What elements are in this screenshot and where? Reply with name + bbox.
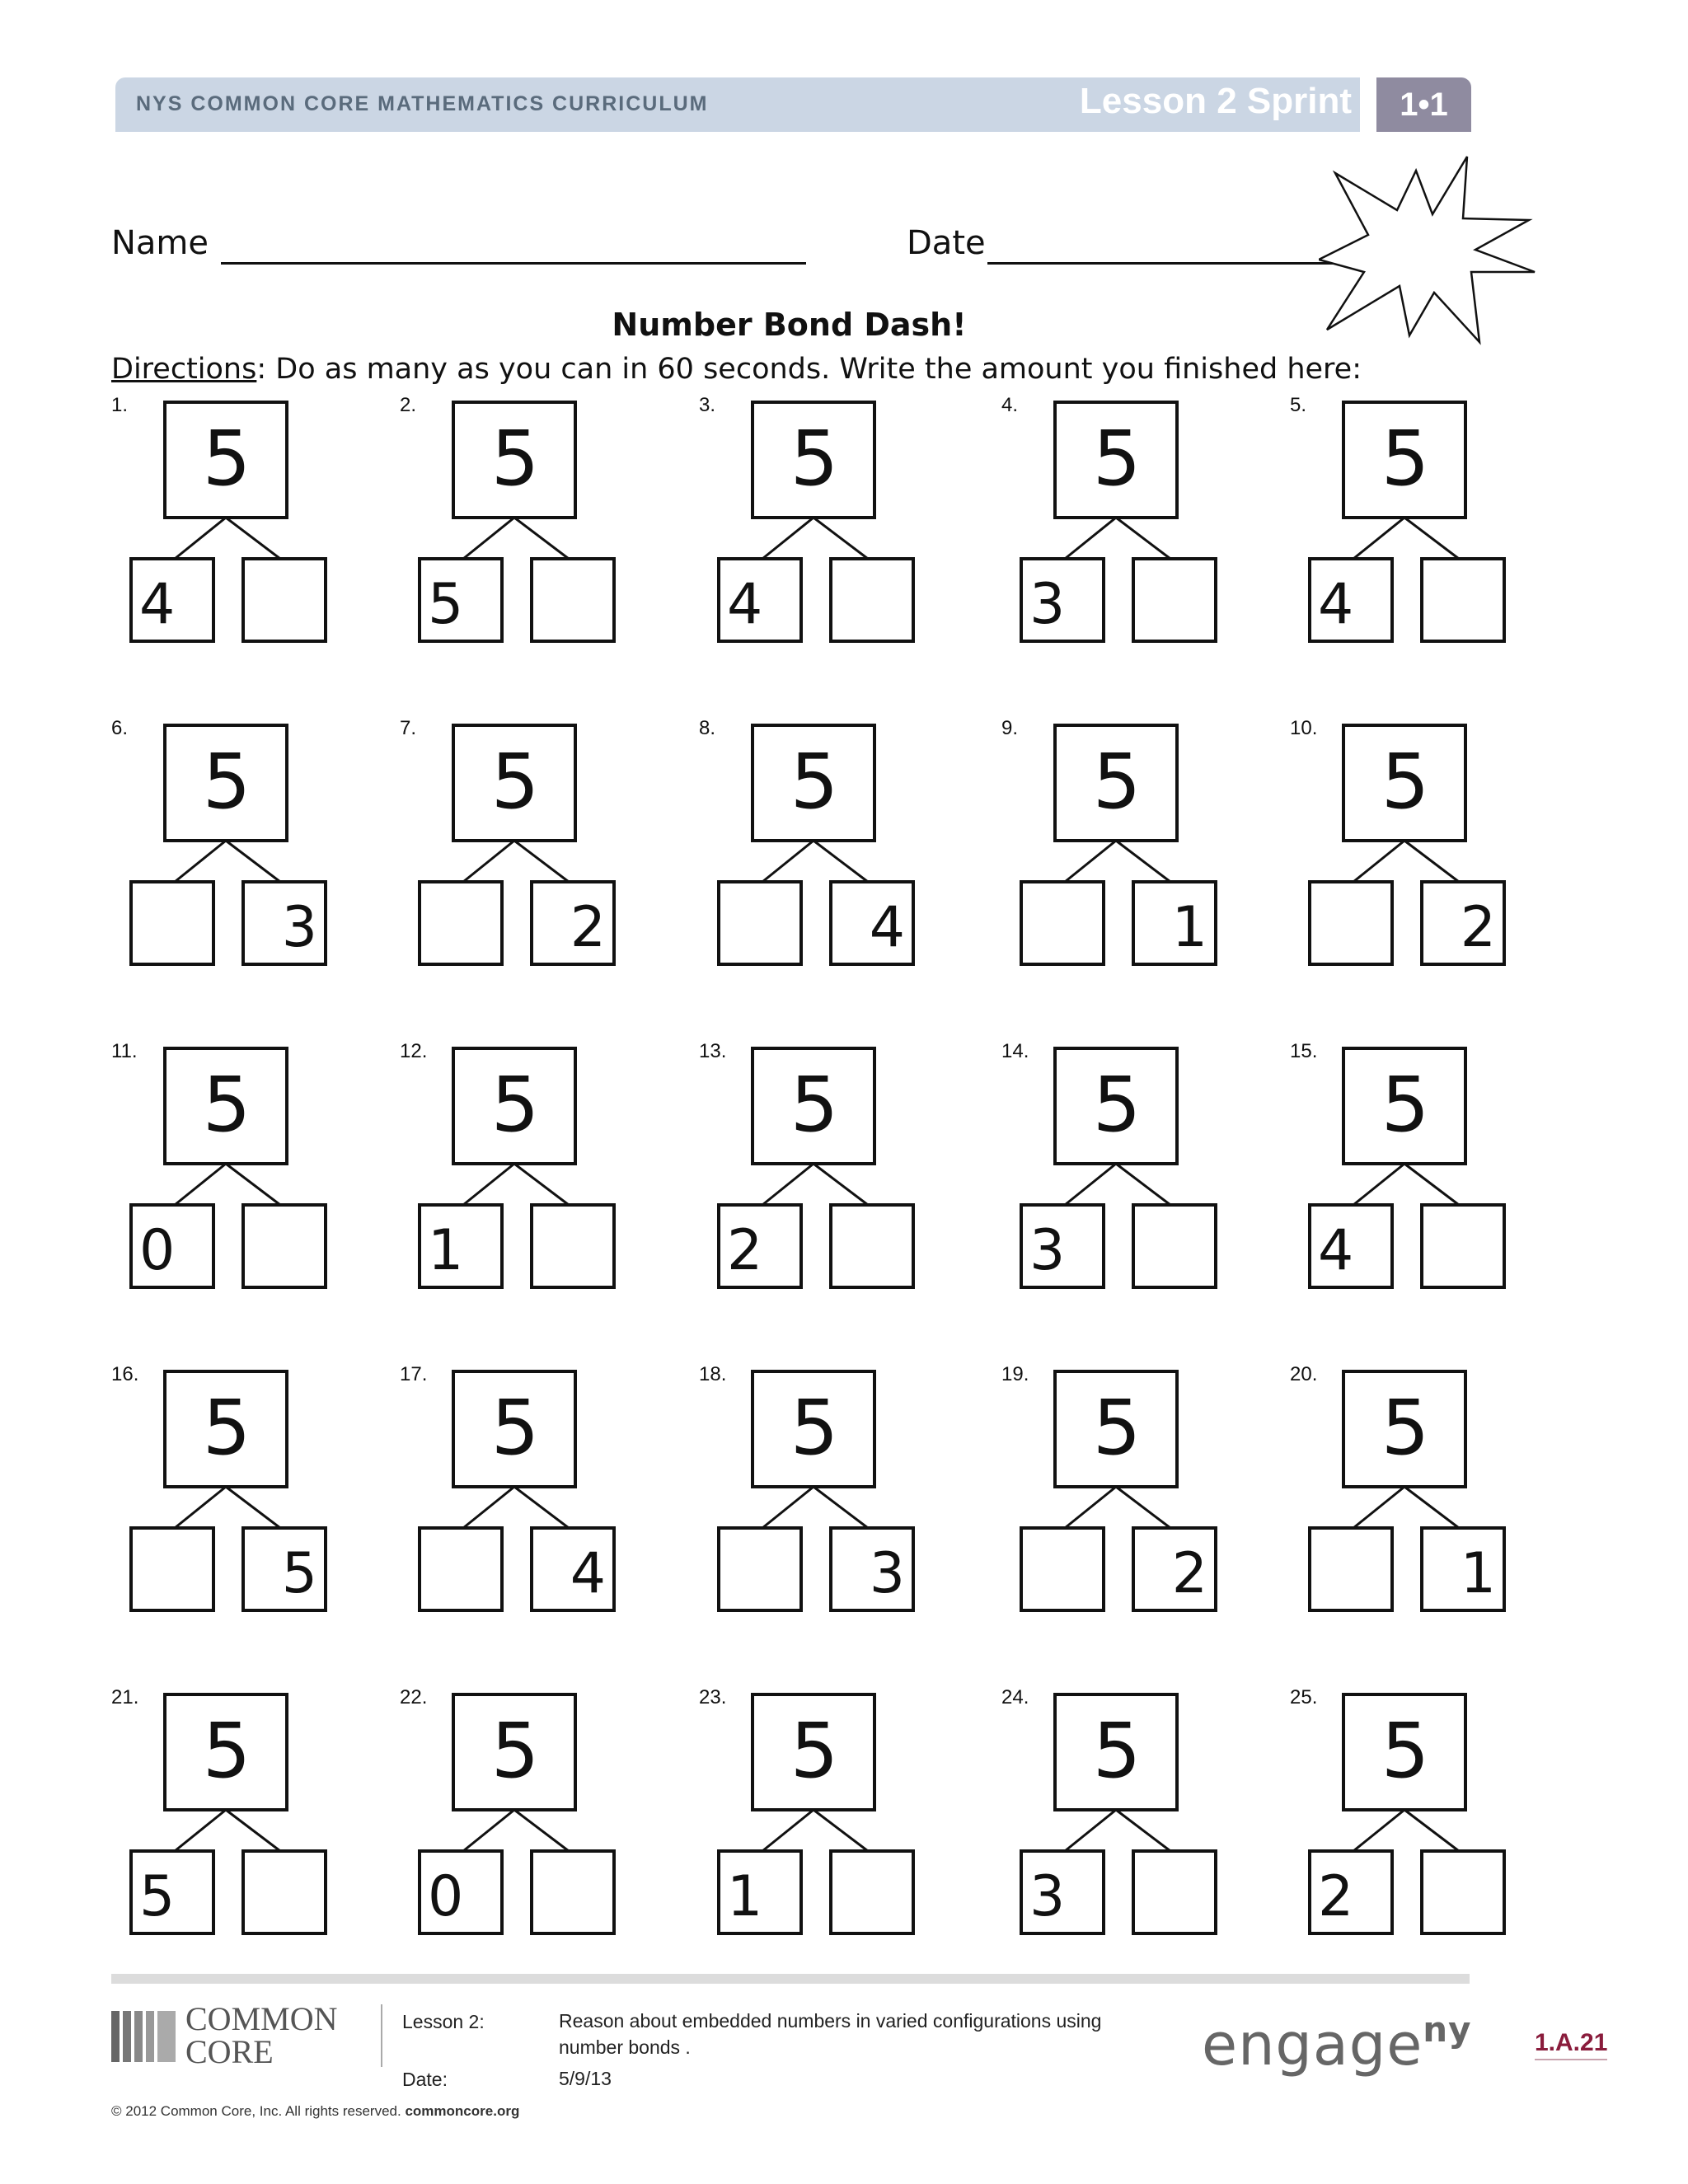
directions-text: : Do as many as you can in 60 seconds. Write the amount you finished here: [256,353,1362,386]
page-code: 1.A.21 [1535,2029,1607,2060]
date-label: Date [907,224,986,262]
part-left-value[interactable] [420,879,502,960]
whole-value: 5 [490,414,540,503]
number-bond-problem [111,394,342,674]
bond-line-left [762,1164,814,1205]
part-right-value[interactable] [831,1202,913,1283]
problem-number: 24. [1001,1686,1029,1708]
whole-value: 5 [1092,1706,1142,1795]
part-right-value[interactable] [1422,556,1504,637]
bond-line-left [175,1487,226,1528]
part-right-value[interactable] [532,1849,614,1929]
part-right-value[interactable] [1422,1849,1504,1929]
part-right-value[interactable] [532,556,614,637]
bond-line-left [175,1810,226,1851]
bond-line-right [1116,518,1170,559]
bond-line-right [1404,1164,1459,1205]
part-right-value: 1 [1460,1541,1496,1606]
part-right-value[interactable] [243,1849,326,1929]
bond-line-right [226,1810,280,1851]
bond-line-right [814,1810,868,1851]
part-left-value[interactable] [131,1526,213,1606]
bond-line-left [1065,1810,1116,1851]
problem-number: 5. [1290,394,1307,416]
part-right-value: 4 [869,895,905,960]
number-bond-problem [1001,1040,1232,1320]
number-bond-problem [699,394,930,674]
problem-number: 2. [400,394,417,416]
whole-value: 5 [202,414,251,503]
whole-value: 5 [790,414,839,503]
part-left-value: 3 [1029,572,1066,637]
whole-value: 5 [1381,1060,1430,1149]
part-right-value: 3 [281,895,317,960]
part-right-value: 2 [1460,895,1496,960]
whole-value: 5 [202,1706,251,1795]
problem-number: 13. [699,1040,727,1062]
brand-name: engage [1202,2011,1423,2079]
name-field[interactable] [221,262,806,265]
bond-line-left [762,841,814,882]
footer-rule [111,1974,1470,1984]
bond-line-left [175,1164,226,1205]
number-bond-problem [1001,717,1232,997]
whole-value: 5 [490,1060,540,1149]
problem-number: 3. [699,394,716,416]
bond-line-right [226,841,280,882]
problem-number: 16. [111,1363,139,1385]
part-left-value: 3 [1029,1218,1066,1283]
module-code-badge: 1•1 [1376,77,1471,132]
bond-line-right [1404,1810,1459,1851]
bond-line-right [514,1810,569,1851]
number-bond-problem [699,717,930,997]
part-right-value: 1 [1171,895,1207,960]
bond-line-right [226,518,280,559]
number-bond-problem [699,1040,930,1320]
part-left-value[interactable] [719,1526,801,1606]
copyright [111,2103,519,2120]
whole-value: 5 [202,1383,251,1472]
part-right-value[interactable] [1422,1202,1504,1283]
whole-value: 5 [1092,737,1142,826]
part-left-value[interactable] [1310,1526,1392,1606]
bond-line-right [1404,841,1459,882]
whole-value: 5 [790,1706,839,1795]
number-bond-problem [1290,1363,1521,1643]
problem-number: 22. [400,1686,428,1708]
problem-number: 15. [1290,1040,1318,1062]
problem-number: 17. [400,1363,428,1385]
part-left-value[interactable] [1021,1526,1104,1606]
bond-line-left [1353,841,1404,882]
bond-line-left [463,518,514,559]
lesson-sprint-title: Lesson 2 Sprint [1079,81,1352,121]
bond-line-left [463,1810,514,1851]
bond-line-left [463,1164,514,1205]
directions [111,353,1362,386]
footer-divider [381,2004,382,2067]
part-left-value: 5 [428,572,464,637]
whole-value: 5 [1092,1060,1142,1149]
part-left-value: 4 [1318,572,1354,637]
problem-number: 21. [111,1686,139,1708]
number-bond-problem [1290,394,1521,674]
problem-number: 1. [111,394,129,416]
footer-lesson-label: Lesson 2: [402,2011,485,2032]
part-left-value[interactable] [1021,879,1104,960]
bond-line-left [1353,1810,1404,1851]
logo-line-1: COMMON [185,2000,338,2037]
logo-line-2: CORE [185,2033,274,2070]
bond-line-right [226,1487,280,1528]
footer-date-value: 5/9/13 [559,2068,612,2089]
number-bond-problem [699,1363,930,1643]
bond-line-left [463,1487,514,1528]
part-left-value: 3 [1029,1864,1066,1929]
whole-value: 5 [790,737,839,826]
engage-ny-logo [1202,2008,1472,2079]
whole-value: 5 [1381,1706,1430,1795]
part-left-value: 2 [727,1218,763,1283]
whole-value: 5 [490,1383,540,1472]
bond-line-left [1353,518,1404,559]
part-right-value: 5 [281,1541,317,1606]
part-left-value[interactable] [420,1526,502,1606]
problem-number: 4. [1001,394,1019,416]
whole-value: 5 [1381,1383,1430,1472]
bond-line-right [1404,518,1459,559]
whole-value: 5 [490,1706,540,1795]
bond-line-right [1116,1810,1170,1851]
number-bond-problem [400,1363,631,1643]
part-left-value: 4 [727,572,763,637]
part-right-value[interactable] [532,1202,614,1283]
bond-line-right [226,1164,280,1205]
number-bond-problem [1290,1040,1521,1320]
number-bond-problem [400,1686,631,1966]
part-right-value: 2 [1171,1541,1207,1606]
number-bond-problem [1290,1686,1521,1966]
footer-lesson-text: Reason about embedded numbers in varied configurations using number bonds . [559,2010,1102,2058]
part-right-value[interactable] [831,556,913,637]
bond-line-left [762,1810,814,1851]
bond-line-right [814,1164,868,1205]
number-bond-problem [111,1040,342,1320]
number-bond-problem [1290,717,1521,997]
date-field[interactable] [987,262,1354,265]
part-right-value[interactable] [1133,1202,1216,1283]
bond-line-right [514,1487,569,1528]
problem-number: 19. [1001,1363,1029,1385]
bond-line-right [1116,1164,1170,1205]
whole-value: 5 [202,1060,251,1149]
bond-line-right [1116,841,1170,882]
part-right-value[interactable] [831,1849,913,1929]
whole-value: 5 [1092,1383,1142,1472]
part-right-value[interactable] [243,1202,326,1283]
number-bond-problem [400,717,631,997]
bond-line-right [514,518,569,559]
bond-line-left [762,1487,814,1528]
page-title: Number Bond Dash! [612,307,967,343]
part-right-value: 4 [570,1541,606,1606]
bond-line-left [1065,1487,1116,1528]
part-left-value: 2 [1318,1864,1354,1929]
bond-line-right [814,841,868,882]
brand-sup: ny [1423,2008,1472,2050]
part-left-value[interactable] [131,879,213,960]
copyright-text: © 2012 Common Core, Inc. All rights reserved. [111,2103,401,2119]
part-left-value: 4 [139,572,176,637]
bond-line-left [1065,841,1116,882]
problem-number: 10. [1290,717,1318,739]
part-right-value[interactable] [1133,1849,1216,1929]
bond-line-left [1353,1487,1404,1528]
bond-line-left [463,841,514,882]
number-bond-problem [111,1363,342,1643]
bond-line-right [814,518,868,559]
number-bond-problem [1001,1686,1232,1966]
problem-number: 12. [400,1040,428,1062]
part-left-value: 0 [428,1864,464,1929]
number-bond-problem [1001,1363,1232,1643]
whole-value: 5 [202,737,251,826]
part-right-value: 3 [869,1541,905,1606]
copyright-site[interactable]: commoncore.org [405,2103,520,2119]
whole-value: 5 [790,1383,839,1472]
whole-value: 5 [490,737,540,826]
bond-line-right [1116,1487,1170,1528]
problem-number: 20. [1290,1363,1318,1385]
part-left-value[interactable] [719,879,801,960]
directions-label: Directions [111,353,257,386]
number-bond-problem [111,1686,342,1966]
bond-line-left [175,841,226,882]
curriculum-title: NYS COMMON CORE MATHEMATICS CURRICULUM [136,92,709,115]
bond-line-right [814,1487,868,1528]
part-right-value[interactable] [243,556,326,637]
problem-number: 14. [1001,1040,1029,1062]
number-bond-problem [400,394,631,674]
whole-value: 5 [1092,414,1142,503]
whole-value: 5 [1381,414,1430,503]
bond-line-right [514,1164,569,1205]
number-bond-problem [1001,394,1232,674]
number-bond-problem [699,1686,930,1966]
bond-line-left [175,518,226,559]
footer-date-label: Date: [402,2069,448,2090]
name-label: Name [111,224,209,262]
part-left-value: 4 [1318,1218,1354,1283]
problem-number: 18. [699,1363,727,1385]
part-left-value: 5 [139,1864,176,1929]
problem-number: 23. [699,1686,727,1708]
bond-line-right [1404,1487,1459,1528]
part-left-value: 1 [428,1218,464,1283]
bond-line-right [514,841,569,882]
problem-number: 11. [111,1040,138,1062]
part-right-value[interactable] [1133,556,1216,637]
bond-line-left [762,518,814,559]
problem-number: 6. [111,717,129,739]
common-core-logo-text [185,2000,338,2070]
bond-line-left [1065,1164,1116,1205]
bond-line-left [1065,518,1116,559]
part-left-value: 0 [139,1218,176,1283]
problem-number: 9. [1001,717,1019,739]
problem-number: 8. [699,717,716,739]
whole-value: 5 [790,1060,839,1149]
whole-value: 5 [1381,737,1430,826]
problem-number: 7. [400,717,417,739]
part-left-value: 1 [727,1864,763,1929]
number-bond-problem [111,717,342,997]
common-core-logo-icon [111,2011,177,2062]
problem-number: 25. [1290,1686,1318,1708]
part-right-value: 2 [570,895,606,960]
bond-line-left [1353,1164,1404,1205]
part-left-value[interactable] [1310,879,1392,960]
number-bond-problem [400,1040,631,1320]
